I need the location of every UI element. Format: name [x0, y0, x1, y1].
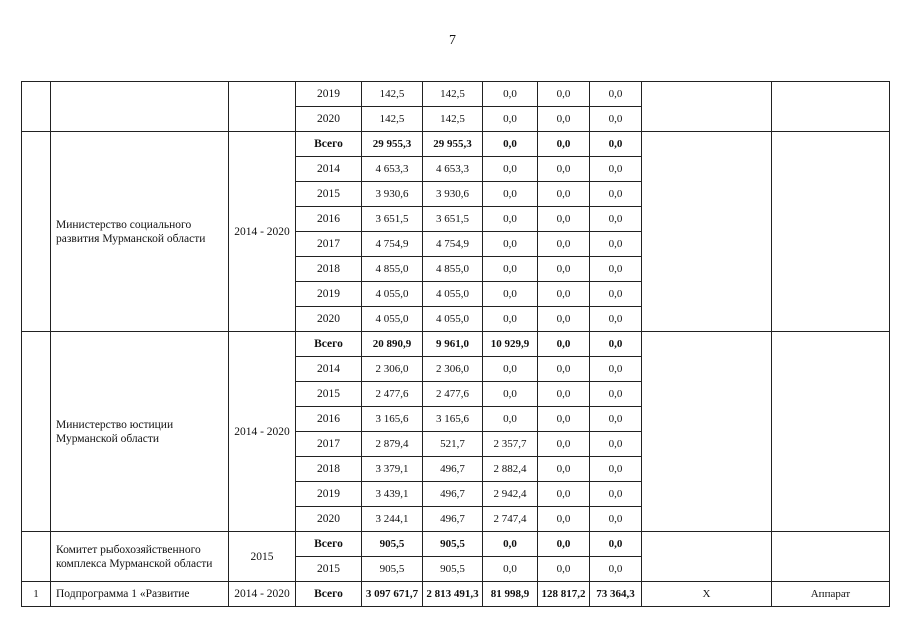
- local-budget-cell: 0,0: [538, 282, 590, 307]
- responsible-cell: Аппарат: [772, 582, 890, 607]
- regional-budget-cell: 496,7: [423, 457, 483, 482]
- period-cell: 2014 - 2020: [229, 332, 296, 532]
- other-funds-cell: 0,0: [590, 307, 642, 332]
- local-budget-cell: 0,0: [538, 307, 590, 332]
- other-funds-cell: 0,0: [590, 132, 642, 157]
- total-cell: 3 930,6: [362, 182, 423, 207]
- federal-budget-cell: 0,0: [483, 557, 538, 582]
- other-funds-cell: 0,0: [590, 532, 642, 557]
- local-budget-cell: 0,0: [538, 332, 590, 357]
- year-cell: 2015: [296, 382, 362, 407]
- row-number-cell: [22, 82, 51, 132]
- page-number: 7: [449, 33, 456, 48]
- executor-name-cell: Комитет рыбохозяйственного комплекса Мурманской области: [51, 532, 229, 582]
- other-funds-cell: 0,0: [590, 157, 642, 182]
- regional-budget-cell: 2 477,6: [423, 382, 483, 407]
- local-budget-cell: 0,0: [538, 182, 590, 207]
- period-cell: 2014 - 2020: [229, 582, 296, 607]
- federal-budget-cell: 2 357,7: [483, 432, 538, 457]
- federal-budget-cell: 0,0: [483, 357, 538, 382]
- other-funds-cell: 0,0: [590, 82, 642, 107]
- total-cell: 3 439,1: [362, 482, 423, 507]
- federal-budget-cell: 0,0: [483, 82, 538, 107]
- local-budget-cell: 0,0: [538, 257, 590, 282]
- table-row: [22, 582, 890, 607]
- other-funds-cell: 0,0: [590, 357, 642, 382]
- local-budget-cell: 0,0: [538, 482, 590, 507]
- federal-budget-cell: 0,0: [483, 182, 538, 207]
- indicator-cell: [642, 132, 772, 332]
- total-cell: 905,5: [362, 557, 423, 582]
- other-funds-cell: 0,0: [590, 382, 642, 407]
- row-number-cell: 1: [22, 582, 51, 607]
- federal-budget-cell: 0,0: [483, 282, 538, 307]
- federal-budget-cell: 2 942,4: [483, 482, 538, 507]
- responsible-cell: [772, 332, 890, 532]
- year-cell: 2019: [296, 482, 362, 507]
- local-budget-cell: 0,0: [538, 382, 590, 407]
- year-cell: 2020: [296, 107, 362, 132]
- regional-budget-cell: 4 055,0: [423, 307, 483, 332]
- other-funds-cell: 0,0: [590, 407, 642, 432]
- other-funds-cell: 0,0: [590, 182, 642, 207]
- year-cell: Всего: [296, 132, 362, 157]
- local-budget-cell: 0,0: [538, 357, 590, 382]
- regional-budget-cell: 4 754,9: [423, 232, 483, 257]
- total-cell: 4 855,0: [362, 257, 423, 282]
- row-number-cell: [22, 332, 51, 532]
- table-row: [22, 132, 890, 157]
- executor-name-cell: Министерство юстиции Мурманской области: [51, 332, 229, 532]
- federal-budget-cell: 0,0: [483, 207, 538, 232]
- budget-table-body: [22, 82, 890, 607]
- federal-budget-cell: 2 747,4: [483, 507, 538, 532]
- other-funds-cell: 0,0: [590, 232, 642, 257]
- other-funds-cell: 0,0: [590, 557, 642, 582]
- table-row: [22, 332, 890, 357]
- federal-budget-cell: 81 998,9: [483, 582, 538, 607]
- regional-budget-cell: 9 961,0: [423, 332, 483, 357]
- period-cell: 2014 - 2020: [229, 132, 296, 332]
- period-cell: [229, 82, 296, 132]
- year-cell: 2017: [296, 432, 362, 457]
- year-cell: 2014: [296, 357, 362, 382]
- total-cell: 3 379,1: [362, 457, 423, 482]
- year-cell: 2017: [296, 232, 362, 257]
- other-funds-cell: 0,0: [590, 207, 642, 232]
- federal-budget-cell: 0,0: [483, 407, 538, 432]
- year-cell: 2019: [296, 82, 362, 107]
- year-cell: 2018: [296, 457, 362, 482]
- year-cell: Всего: [296, 532, 362, 557]
- local-budget-cell: 0,0: [538, 232, 590, 257]
- period-cell: 2015: [229, 532, 296, 582]
- indicator-cell: [642, 532, 772, 582]
- local-budget-cell: 128 817,2: [538, 582, 590, 607]
- regional-budget-cell: 2 306,0: [423, 357, 483, 382]
- total-cell: 142,5: [362, 82, 423, 107]
- local-budget-cell: 0,0: [538, 107, 590, 132]
- local-budget-cell: 0,0: [538, 157, 590, 182]
- federal-budget-cell: 0,0: [483, 532, 538, 557]
- year-cell: 2020: [296, 507, 362, 532]
- local-budget-cell: 0,0: [538, 432, 590, 457]
- executor-name-cell: [51, 82, 229, 132]
- year-cell: 2016: [296, 407, 362, 432]
- executor-name-cell: Министерство социального развития Мурманской области: [51, 132, 229, 332]
- regional-budget-cell: 905,5: [423, 532, 483, 557]
- year-cell: 2016: [296, 207, 362, 232]
- year-cell: 2014: [296, 157, 362, 182]
- total-cell: 29 955,3: [362, 132, 423, 157]
- regional-budget-cell: 3 165,6: [423, 407, 483, 432]
- regional-budget-cell: 3 651,5: [423, 207, 483, 232]
- total-cell: 2 477,6: [362, 382, 423, 407]
- year-cell: 2018: [296, 257, 362, 282]
- regional-budget-cell: 521,7: [423, 432, 483, 457]
- executor-name-cell: Подпрограмма 1 «Развитие: [51, 582, 229, 607]
- table-row: [22, 82, 890, 107]
- regional-budget-cell: 905,5: [423, 557, 483, 582]
- year-cell: 2015: [296, 182, 362, 207]
- regional-budget-cell: 142,5: [423, 82, 483, 107]
- federal-budget-cell: 10 929,9: [483, 332, 538, 357]
- indicator-cell: [642, 332, 772, 532]
- row-number-cell: [22, 132, 51, 332]
- federal-budget-cell: 0,0: [483, 232, 538, 257]
- indicator-cell: [642, 82, 772, 132]
- regional-budget-cell: 496,7: [423, 482, 483, 507]
- local-budget-cell: 0,0: [538, 532, 590, 557]
- federal-budget-cell: 0,0: [483, 382, 538, 407]
- total-cell: 4 653,3: [362, 157, 423, 182]
- budget-table: [21, 81, 890, 607]
- other-funds-cell: 0,0: [590, 432, 642, 457]
- year-cell: Всего: [296, 332, 362, 357]
- local-budget-cell: 0,0: [538, 207, 590, 232]
- regional-budget-cell: 496,7: [423, 507, 483, 532]
- indicator-cell: Х: [642, 582, 772, 607]
- responsible-cell: [772, 132, 890, 332]
- other-funds-cell: 0,0: [590, 282, 642, 307]
- total-cell: 2 879,4: [362, 432, 423, 457]
- other-funds-cell: 0,0: [590, 457, 642, 482]
- federal-budget-cell: 0,0: [483, 157, 538, 182]
- regional-budget-cell: 3 930,6: [423, 182, 483, 207]
- other-funds-cell: 73 364,3: [590, 582, 642, 607]
- local-budget-cell: 0,0: [538, 132, 590, 157]
- total-cell: 3 165,6: [362, 407, 423, 432]
- total-cell: 3 244,1: [362, 507, 423, 532]
- other-funds-cell: 0,0: [590, 332, 642, 357]
- federal-budget-cell: 0,0: [483, 132, 538, 157]
- total-cell: 905,5: [362, 532, 423, 557]
- local-budget-cell: 0,0: [538, 407, 590, 432]
- local-budget-cell: 0,0: [538, 557, 590, 582]
- total-cell: 20 890,9: [362, 332, 423, 357]
- federal-budget-cell: 2 882,4: [483, 457, 538, 482]
- local-budget-cell: 0,0: [538, 457, 590, 482]
- other-funds-cell: 0,0: [590, 257, 642, 282]
- federal-budget-cell: 0,0: [483, 307, 538, 332]
- federal-budget-cell: 0,0: [483, 107, 538, 132]
- local-budget-cell: 0,0: [538, 82, 590, 107]
- responsible-cell: [772, 82, 890, 132]
- total-cell: 142,5: [362, 107, 423, 132]
- regional-budget-cell: 2 813 491,3: [423, 582, 483, 607]
- regional-budget-cell: 4 855,0: [423, 257, 483, 282]
- regional-budget-cell: 4 653,3: [423, 157, 483, 182]
- table-row: [22, 532, 890, 557]
- year-cell: 2019: [296, 282, 362, 307]
- other-funds-cell: 0,0: [590, 482, 642, 507]
- regional-budget-cell: 4 055,0: [423, 282, 483, 307]
- local-budget-cell: 0,0: [538, 507, 590, 532]
- year-cell: 2020: [296, 307, 362, 332]
- responsible-cell: [772, 532, 890, 582]
- total-cell: 3 651,5: [362, 207, 423, 232]
- regional-budget-cell: 29 955,3: [423, 132, 483, 157]
- year-cell: Всего: [296, 582, 362, 607]
- other-funds-cell: 0,0: [590, 107, 642, 132]
- regional-budget-cell: 142,5: [423, 107, 483, 132]
- total-cell: 4 055,0: [362, 307, 423, 332]
- total-cell: 4 055,0: [362, 282, 423, 307]
- total-cell: 2 306,0: [362, 357, 423, 382]
- federal-budget-cell: 0,0: [483, 257, 538, 282]
- other-funds-cell: 0,0: [590, 507, 642, 532]
- year-cell: 2015: [296, 557, 362, 582]
- row-number-cell: [22, 532, 51, 582]
- total-cell: 4 754,9: [362, 232, 423, 257]
- total-cell: 3 097 671,7: [362, 582, 423, 607]
